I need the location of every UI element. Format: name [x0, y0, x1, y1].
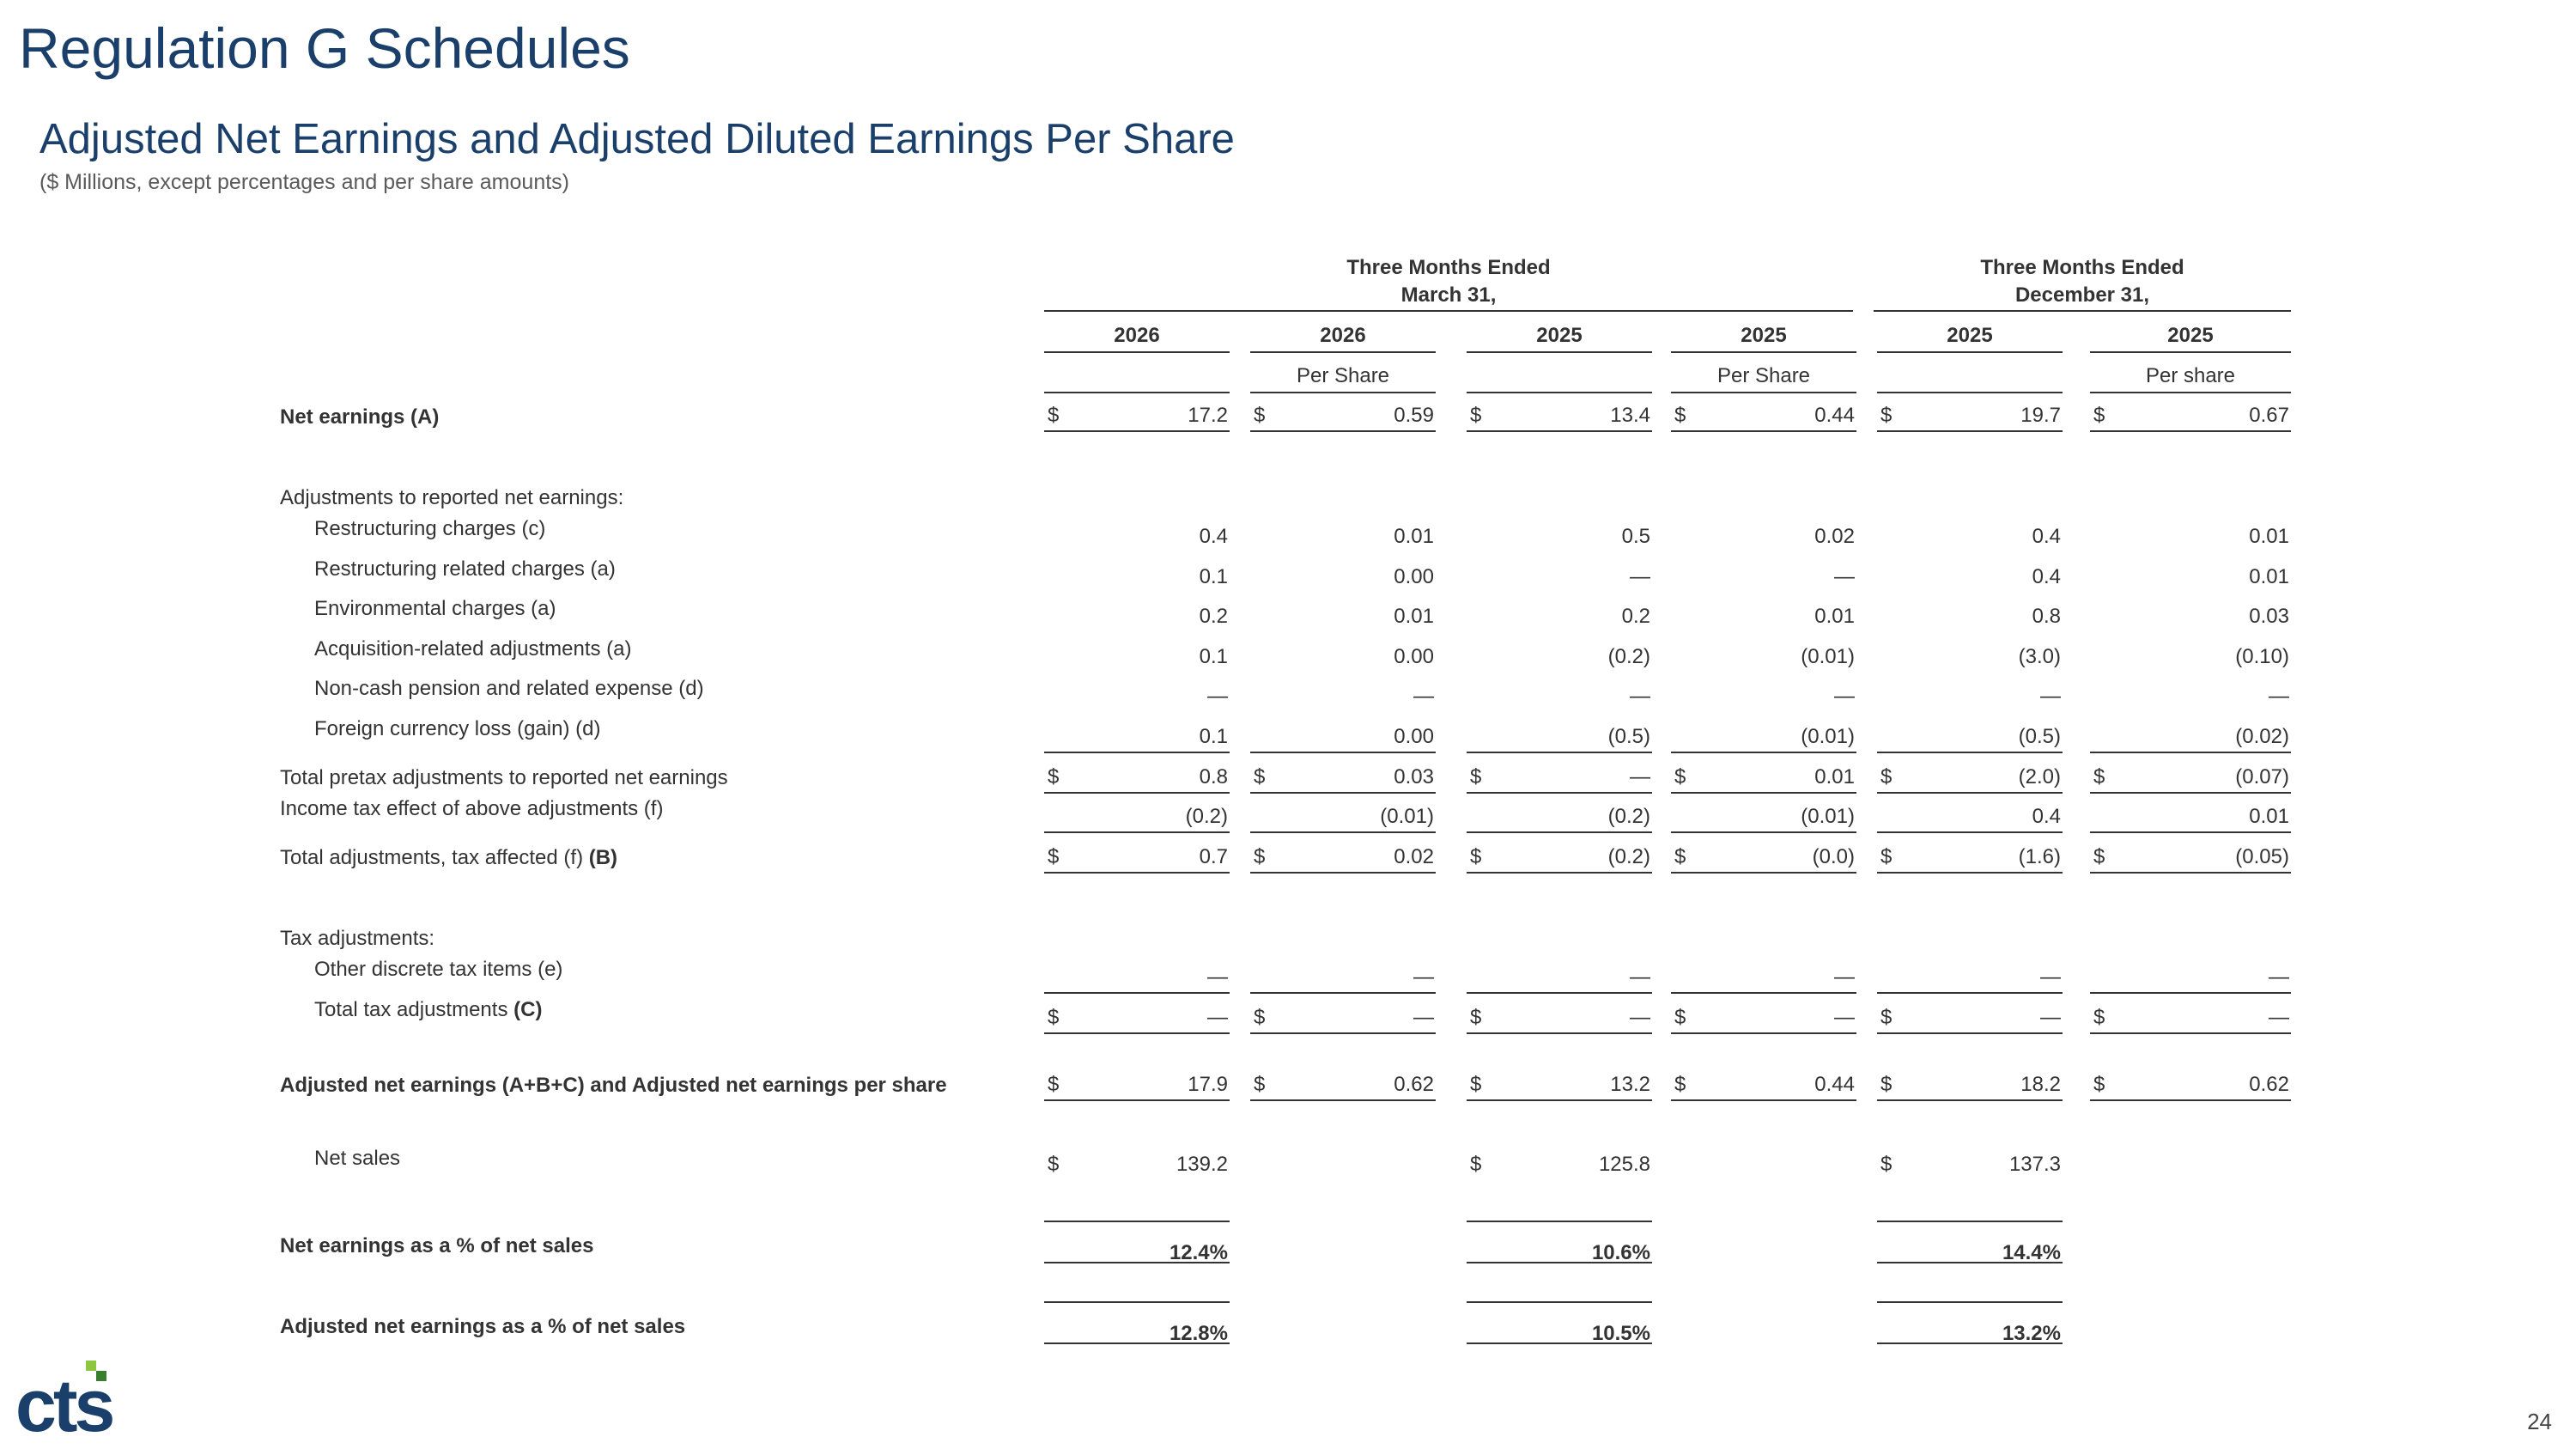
cell-value: 0.1 — [1199, 725, 1228, 748]
cell-value: — — [1630, 1006, 1650, 1029]
dollar-sign: $ — [1470, 765, 1482, 788]
dollar-sign: $ — [2093, 845, 2105, 868]
dollar-sign: $ — [1254, 765, 1266, 788]
table-title: Adjusted Net Earnings and Adjusted Diluted Earnings Per Share — [39, 116, 1235, 162]
cell-total-tax-adj-col2 — [1250, 1003, 1436, 1034]
cell-other-discrete-col1 — [1044, 963, 1230, 994]
cell-tax-effect-col4 — [1671, 802, 1856, 833]
cell-total-adj-col4 — [1671, 843, 1856, 874]
cell-value: 0.01 — [1394, 525, 1434, 548]
cell-adjusted-net-col3 — [1467, 1070, 1652, 1101]
label-restructuring: Restructuring charges (c) — [314, 517, 546, 540]
cell-value: — — [2040, 685, 2061, 708]
cell-total-pretax-col6 — [2090, 763, 2291, 794]
dollar-sign: $ — [1880, 1153, 1893, 1176]
cell-total-pretax-col4 — [1671, 763, 1856, 794]
cell-value: (0.0) — [1812, 845, 1855, 868]
cell-value: 0.01 — [1814, 605, 1855, 628]
cell-tax-effect-col2 — [1250, 802, 1436, 833]
dollar-sign: $ — [1674, 1006, 1686, 1029]
cell-net-earnings-col6 — [2090, 401, 2291, 432]
cell-value: 0.1 — [1199, 645, 1228, 668]
cell-net-earnings-col4 — [1671, 401, 1856, 432]
cell-value: 0.59 — [1394, 404, 1434, 427]
label-pension: Non-cash pension and related expense (d) — [314, 677, 704, 700]
cell-value: 0.8 — [2032, 605, 2061, 628]
cell-pension-col5 — [1877, 682, 2063, 711]
cell-tax-effect-col6 — [2090, 802, 2291, 833]
cell-restructuring-col2 — [1250, 522, 1436, 551]
cell-total-adj-col2 — [1250, 843, 1436, 874]
cell-total-tax-adj-col4 — [1671, 1003, 1856, 1034]
per-share-header-5 — [1877, 361, 2063, 393]
cell-value: 0.01 — [1814, 765, 1855, 788]
dollar-sign: $ — [1470, 404, 1482, 427]
cell-other-discrete-col4 — [1671, 963, 1856, 994]
cell-acquisition-col6 — [2090, 642, 2291, 672]
label-total-adjustments-bold: (B) — [588, 846, 618, 869]
cell-adj-pct-col3 — [1467, 1301, 1652, 1344]
dollar-sign: $ — [1880, 404, 1893, 427]
cell-value: 0.00 — [1394, 565, 1434, 588]
dollar-sign: $ — [1674, 1073, 1686, 1096]
cell-adjusted-net-col4 — [1671, 1070, 1856, 1101]
cell-value: (3.0) — [2018, 645, 2061, 668]
cell-restructuring-related-col4 — [1671, 563, 1856, 592]
cell-value: (0.01) — [1801, 645, 1855, 668]
cell-acquisition-col3 — [1467, 642, 1652, 672]
cell-adj-pct-col1 — [1044, 1301, 1230, 1344]
year-header-4: 2025 — [1671, 320, 1856, 353]
group-header-december — [1874, 254, 2291, 309]
cell-total-tax-adj-col6 — [2090, 1003, 2291, 1034]
cell-restructuring-related-col2 — [1250, 563, 1436, 592]
year-header-2: 2026 — [1250, 320, 1436, 353]
label-total-adjustments — [280, 844, 617, 872]
cell-net-earnings-col3 — [1467, 401, 1652, 432]
cell-value: — — [1207, 965, 1228, 989]
per-share-header-3 — [1467, 361, 1652, 393]
dollar-sign: $ — [2093, 765, 2105, 788]
cell-value: — — [2269, 1006, 2289, 1029]
cell-environmental-col4 — [1671, 602, 1856, 631]
cell-value: 0.4 — [1199, 525, 1228, 548]
cell-environmental-col2 — [1250, 602, 1436, 631]
cell-value: — — [1834, 965, 1855, 989]
cell-value: 0.01 — [2249, 805, 2289, 828]
cell-value: — — [1834, 1006, 1855, 1029]
label-total-adjustments-text: Total adjustments, tax affected (f) — [280, 846, 589, 869]
dollar-sign: $ — [1880, 1073, 1893, 1096]
cell-value: 14.4% — [2002, 1241, 2061, 1264]
cell-value: (0.05) — [2235, 845, 2289, 868]
cell-value: — — [1207, 685, 1228, 708]
dollar-sign: $ — [1880, 845, 1893, 868]
cell-ne-pct-col5 — [1877, 1221, 2063, 1263]
cell-value: (2.0) — [2018, 765, 2061, 788]
cell-value: — — [1630, 765, 1650, 788]
group-header-march-text: Three Months Ended March 31, — [1346, 256, 1551, 307]
dollar-sign: $ — [1048, 1153, 1060, 1176]
cell-value: (0.01) — [1801, 725, 1855, 748]
cell-value: (0.2) — [1607, 805, 1650, 828]
cell-total-pretax-col1 — [1044, 763, 1230, 794]
cell-value: 0.62 — [2249, 1073, 2289, 1096]
dollar-sign: $ — [1048, 765, 1060, 788]
cell-value: (0.5) — [1607, 725, 1650, 748]
dollar-sign: $ — [1470, 1153, 1482, 1176]
cell-fx-col2 — [1250, 722, 1436, 753]
dollar-sign: $ — [1470, 1006, 1482, 1029]
cell-value: 17.9 — [1188, 1073, 1228, 1096]
cell-net-sales-col5 — [1877, 1150, 2063, 1179]
cell-fx-col1 — [1044, 722, 1230, 753]
cell-value: — — [1413, 965, 1434, 989]
cell-restructuring-col5 — [1877, 522, 2063, 551]
label-tax-adjustments-header: Tax adjustments: — [280, 927, 435, 950]
cell-adjusted-net-col6 — [2090, 1070, 2291, 1101]
cell-environmental-col1 — [1044, 602, 1230, 631]
cell-environmental-col5 — [1877, 602, 2063, 631]
group-line-march — [1044, 310, 1853, 312]
label-total-tax-adjustments-text: Total tax adjustments — [314, 998, 514, 1021]
cell-tax-effect-col3 — [1467, 802, 1652, 833]
year-header-3: 2025 — [1467, 320, 1652, 353]
dollar-sign: $ — [1048, 1006, 1060, 1029]
cell-value: 0.2 — [1621, 605, 1650, 628]
cell-environmental-col3 — [1467, 602, 1652, 631]
cell-value: 0.44 — [1814, 1073, 1855, 1096]
cell-net-sales-col3 — [1467, 1150, 1652, 1179]
cell-other-discrete-col6 — [2090, 963, 2291, 994]
label-adjustments-header: Adjustments to reported net earnings: — [280, 486, 624, 509]
cell-pension-col2 — [1250, 682, 1436, 711]
cell-total-adj-col5 — [1877, 843, 2063, 874]
cell-value: 0.03 — [2249, 605, 2289, 628]
group-line-december — [1874, 310, 2291, 312]
cell-total-adj-col6 — [2090, 843, 2291, 874]
cell-ne-pct-col3 — [1467, 1221, 1652, 1263]
cell-value: — — [1630, 565, 1650, 588]
cell-value: 13.2% — [2002, 1322, 2061, 1345]
dollar-sign: $ — [2093, 1073, 2105, 1096]
cell-value: 0.4 — [2032, 525, 2061, 548]
dollar-sign: $ — [1254, 404, 1266, 427]
cell-pension-col3 — [1467, 682, 1652, 711]
dollar-sign: $ — [1880, 765, 1893, 788]
cell-other-discrete-col3 — [1467, 963, 1652, 994]
cell-total-pretax-col3 — [1467, 763, 1652, 794]
dollar-sign: $ — [1254, 1073, 1266, 1096]
dollar-sign: $ — [1674, 845, 1686, 868]
cell-value: — — [1630, 685, 1650, 708]
cell-value: 139.2 — [1176, 1153, 1228, 1176]
cell-value: (0.10) — [2235, 645, 2289, 668]
cell-value: — — [1630, 965, 1650, 989]
cell-value: — — [1834, 565, 1855, 588]
cell-value: 12.4% — [1169, 1241, 1228, 1264]
cell-total-tax-adj-col5 — [1877, 1003, 2063, 1034]
cell-value: 0.00 — [1394, 725, 1434, 748]
cell-total-tax-adj-col3 — [1467, 1003, 1652, 1034]
label-net-earnings: Net earnings (A) — [280, 405, 440, 429]
cell-tax-effect-col5 — [1877, 802, 2063, 833]
per-share-header-2: Per Share — [1250, 361, 1436, 393]
cell-environmental-col6 — [2090, 602, 2291, 631]
label-total-tax-adjustments-bold: (C) — [513, 998, 543, 1021]
cell-acquisition-col2 — [1250, 642, 1436, 672]
cell-total-adj-col1 — [1044, 843, 1230, 874]
cell-restructuring-related-col5 — [1877, 563, 2063, 592]
cell-value: 0.01 — [1394, 605, 1434, 628]
cell-restructuring-related-col1 — [1044, 563, 1230, 592]
cell-restructuring-col6 — [2090, 522, 2291, 551]
cell-net-earnings-col1 — [1044, 401, 1230, 432]
cell-restructuring-col4 — [1671, 522, 1856, 551]
cell-value: 0.62 — [1394, 1073, 1434, 1096]
label-total-tax-adjustments — [314, 996, 542, 1024]
cell-other-discrete-col5 — [1877, 963, 2063, 994]
cell-value: 10.6% — [1591, 1241, 1650, 1264]
cell-adjusted-net-col1 — [1044, 1070, 1230, 1101]
cell-value: (0.07) — [2235, 765, 2289, 788]
label-adjusted-net-earnings: Adjusted net earnings (A+B+C) and Adjusted net earnings per share — [280, 1074, 947, 1097]
label-tax-effect: Income tax effect of above adjustments (f) — [280, 797, 664, 820]
cell-value: (0.2) — [1607, 845, 1650, 868]
cell-value: (0.5) — [2018, 725, 2061, 748]
cell-fx-col6 — [2090, 722, 2291, 753]
label-acquisition: Acquisition-related adjustments (a) — [314, 637, 632, 661]
label-net-earnings-pct: Net earnings as a % of net sales — [280, 1234, 594, 1257]
cell-fx-col5 — [1877, 722, 2063, 753]
label-restructuring-related: Restructuring related charges (a) — [314, 557, 616, 581]
dollar-sign: $ — [1048, 1073, 1060, 1096]
cell-net-sales-col1 — [1044, 1150, 1230, 1179]
cell-value: 13.2 — [1610, 1073, 1650, 1096]
group-header-march — [1044, 254, 1853, 309]
page-title: Regulation G Schedules — [19, 16, 630, 80]
per-share-header-6: Per share — [2090, 361, 2291, 393]
cell-value: 18.2 — [2020, 1073, 2061, 1096]
cell-value: 19.7 — [2020, 404, 2061, 427]
cell-value: 125.8 — [1598, 1153, 1650, 1176]
cell-fx-col4 — [1671, 722, 1856, 753]
cell-value: (0.01) — [1380, 805, 1434, 828]
cell-restructuring-col3 — [1467, 522, 1652, 551]
cell-adj-pct-col5 — [1877, 1301, 2063, 1344]
cell-value: 0.00 — [1394, 645, 1434, 668]
cell-net-earnings-col5 — [1877, 401, 2063, 432]
dollar-sign: $ — [1254, 845, 1266, 868]
cell-value: (0.2) — [1185, 805, 1228, 828]
label-other-discrete: Other discrete tax items (e) — [314, 958, 563, 981]
label-adjusted-net-earnings-pct: Adjusted net earnings as a % of net sales — [280, 1315, 686, 1338]
dollar-sign: $ — [1470, 1073, 1482, 1096]
cell-value: — — [1413, 1006, 1434, 1029]
label-net-sales: Net sales — [314, 1147, 401, 1170]
cell-value: 0.2 — [1199, 605, 1228, 628]
cell-value: 0.02 — [1814, 525, 1855, 548]
cell-value: — — [1834, 685, 1855, 708]
units-note: ($ Millions, except percentages and per share amounts) — [39, 170, 569, 194]
cell-value: 0.67 — [2249, 404, 2289, 427]
logo-text: cts — [15, 1365, 112, 1436]
cell-value: — — [1207, 1006, 1228, 1029]
cell-acquisition-col5 — [1877, 642, 2063, 672]
cell-tax-effect-col1 — [1044, 802, 1230, 833]
dollar-sign: $ — [1674, 765, 1686, 788]
label-fx: Foreign currency loss (gain) (d) — [314, 717, 601, 740]
cell-value: 12.8% — [1169, 1322, 1228, 1345]
cell-value: 10.5% — [1591, 1322, 1650, 1345]
cell-value: 0.01 — [2249, 525, 2289, 548]
cell-total-adj-col3 — [1467, 843, 1652, 874]
cell-restructuring-related-col6 — [2090, 563, 2291, 592]
cts-logo — [12, 1359, 167, 1436]
dollar-sign: $ — [2093, 1006, 2105, 1029]
cell-value: — — [2040, 1006, 2061, 1029]
cell-ne-pct-col1 — [1044, 1221, 1230, 1263]
cell-acquisition-col4 — [1671, 642, 1856, 672]
cell-adjusted-net-col2 — [1250, 1070, 1436, 1101]
cell-other-discrete-col2 — [1250, 963, 1436, 994]
cell-pension-col4 — [1671, 682, 1856, 711]
dollar-sign: $ — [1048, 845, 1060, 868]
cell-value: 0.4 — [2032, 805, 2061, 828]
cell-fx-col3 — [1467, 722, 1652, 753]
label-total-pretax: Total pretax adjustments to reported net earnings — [280, 766, 728, 789]
cell-value: — — [2269, 685, 2289, 708]
dollar-sign: $ — [1674, 404, 1686, 427]
cell-value: 0.7 — [1199, 845, 1228, 868]
cell-adjusted-net-col5 — [1877, 1070, 2063, 1101]
cell-value: (0.01) — [1801, 805, 1855, 828]
cell-value: — — [2269, 965, 2289, 989]
cell-acquisition-col1 — [1044, 642, 1230, 672]
year-header-6: 2025 — [2090, 320, 2291, 353]
cell-value: 13.4 — [1610, 404, 1650, 427]
cell-value: 0.44 — [1814, 404, 1855, 427]
cell-value: — — [1413, 685, 1434, 708]
cell-value: 0.02 — [1394, 845, 1434, 868]
cell-value: 0.5 — [1621, 525, 1650, 548]
cell-value: — — [2040, 965, 2061, 989]
cell-value: 137.3 — [2008, 1153, 2061, 1176]
cell-value: (0.2) — [1607, 645, 1650, 668]
dollar-sign: $ — [2093, 404, 2105, 427]
page-number: 24 — [2527, 1409, 2552, 1434]
dollar-sign: $ — [1048, 404, 1060, 427]
cell-restructuring-col1 — [1044, 522, 1230, 551]
group-header-december-text: Three Months Ended December 31, — [1980, 256, 2184, 307]
per-share-header-4: Per Share — [1671, 361, 1856, 393]
cell-value: 0.4 — [2032, 565, 2061, 588]
cell-value: 17.2 — [1188, 404, 1228, 427]
year-header-5: 2025 — [1877, 320, 2063, 353]
cell-value: 0.01 — [2249, 565, 2289, 588]
cell-restructuring-related-col3 — [1467, 563, 1652, 592]
dollar-sign: $ — [1880, 1006, 1893, 1029]
cell-value: (0.02) — [2235, 725, 2289, 748]
label-environmental: Environmental charges (a) — [314, 597, 556, 620]
per-share-header-1 — [1044, 361, 1230, 393]
cell-total-tax-adj-col1 — [1044, 1003, 1230, 1034]
cell-net-earnings-col2 — [1250, 401, 1436, 432]
cell-pension-col1 — [1044, 682, 1230, 711]
cell-value: (1.6) — [2018, 845, 2061, 868]
cell-value: 0.8 — [1199, 765, 1228, 788]
cell-total-pretax-col5 — [1877, 763, 2063, 794]
dollar-sign: $ — [1470, 845, 1482, 868]
cell-total-pretax-col2 — [1250, 763, 1436, 794]
dollar-sign: $ — [1254, 1006, 1266, 1029]
cell-value: 0.03 — [1394, 765, 1434, 788]
cell-pension-col6 — [2090, 682, 2291, 711]
cell-value: 0.1 — [1199, 565, 1228, 588]
year-header-1: 2026 — [1044, 320, 1230, 353]
